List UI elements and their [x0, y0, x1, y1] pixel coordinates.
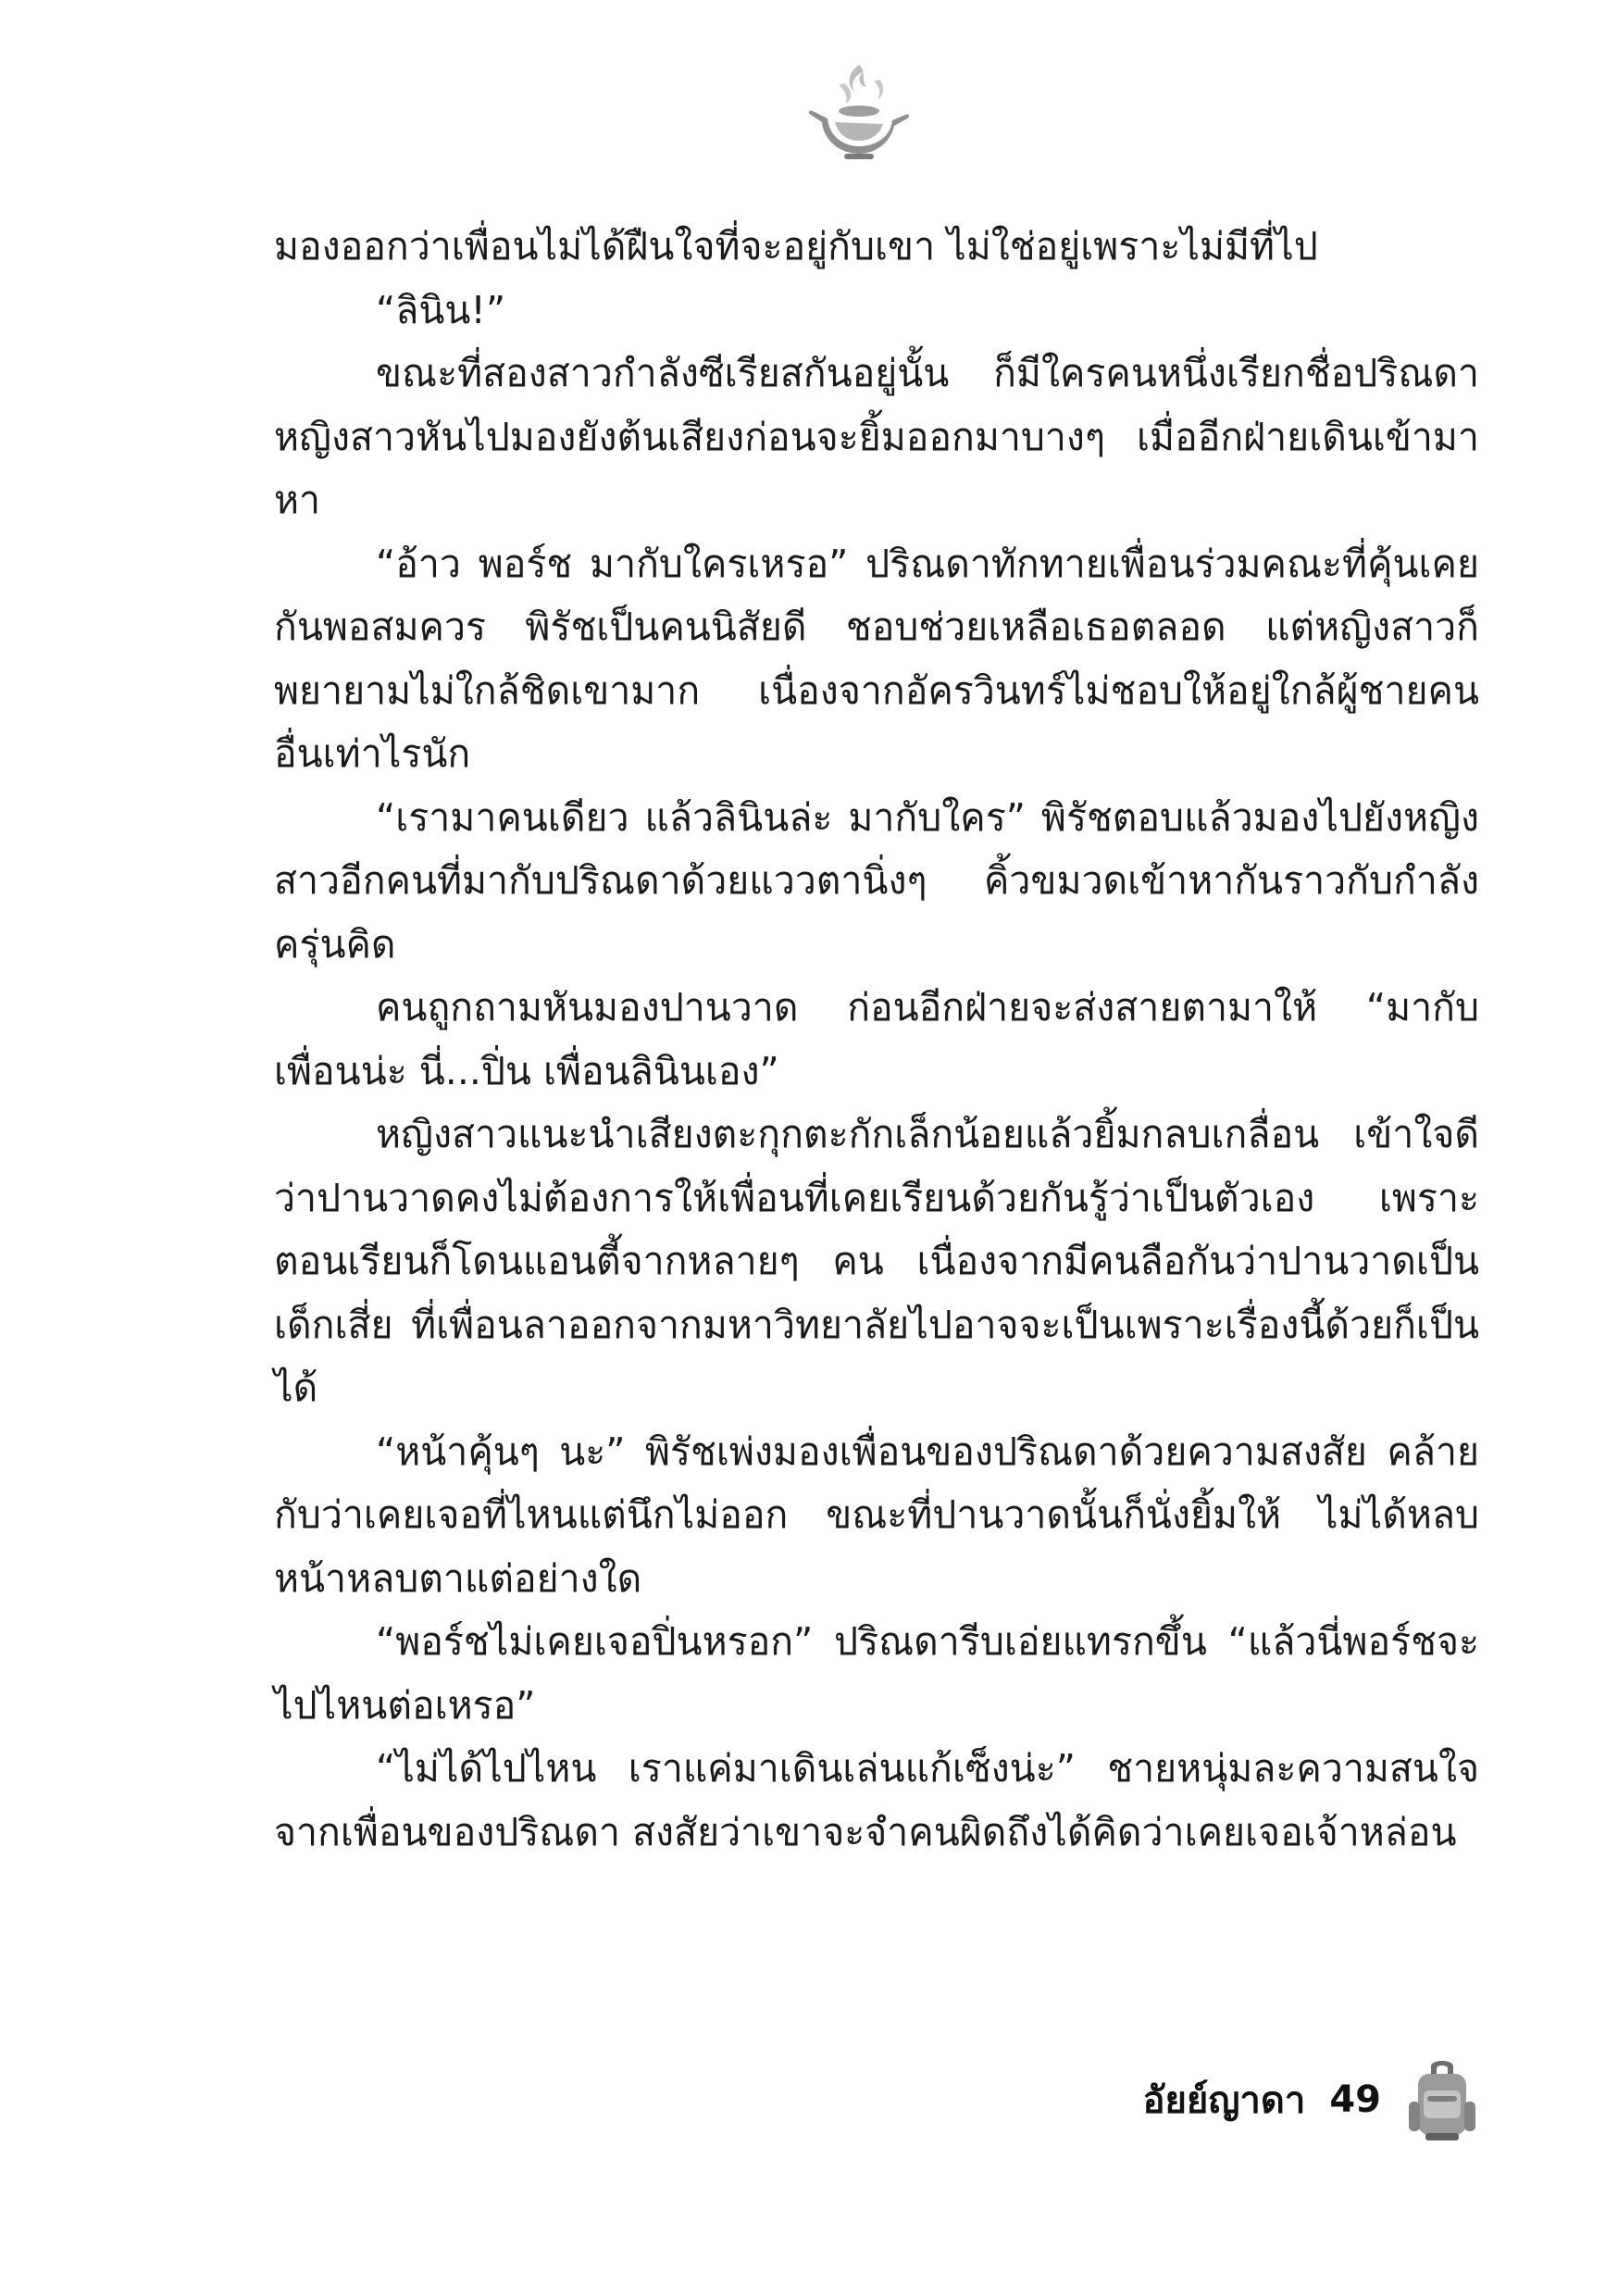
paragraph: หญิงสาวแนะนำเสียงตะกุกตะกักเล็กน้อยแล้วยิ้มกลบเกลื่อน เข้าใจดีว่าปานวาดคงไม่ต้องการให้เพื่อนที่เคยเรียนด้วยกันรู้ว่าเป็นตัวเอง เพราะตอนเรียนก็โดนแอนตี้จากหลายๆ คน เนื่องจากมีคนลือกันว่าปานวาดเป็นเด็กเสี่ย ที่เพื่อนลาออกจากมหาวิทยาลัยไปอาจจะเป็นเพราะเรื่องนี้ด้วยก็เป็นได้: [274, 1112, 1479, 1410]
paragraph: “อ้าว พอร์ช มากับใครเหรอ” ปริณดาทักทายเพื่อนร่วมคณะที่คุ้นเคยกันพอสมควร พิรัชเป็นคนนิสัยดี ชอบช่วยเหลือเธอตลอด แต่หญิงสาวก็พยายามไม่ใกล้ชิดเขามาก เนื่องจากอัครวินทร์ไม่ชอบให้อยู่ใกล้ผู้ชายคนอื่นเท่าไรนัก: [274, 541, 1479, 776]
author-name: อัยย์ญาดา: [1142, 2079, 1306, 2122]
paragraph: “พอร์ชไม่เคยเจอปิ่นหรอก” ปริณดารีบเอ่ยแทรกขึ้น “แล้วนี่พอร์ชจะไปไหนต่อเหรอ”: [274, 1619, 1479, 1728]
body-text: [274, 215, 1479, 1864]
paragraph: มองออกว่าเพื่อนไม่ได้ฝืนใจที่จะอยู่กับเขา ไม่ใช่อยู่เพราะไม่มีที่ไป: [274, 224, 1318, 268]
paragraph: คนถูกถามหันมองปานวาด ก่อนอีกฝ่ายจะส่งสายตามาให้ “มากับเพื่อนน่ะ นี่...ปิ่น เพื่อนลินินเอง”: [274, 985, 1479, 1093]
page-number: 49: [1329, 2078, 1381, 2121]
paragraph: “เรามาคนเดียว แล้วลินินล่ะ มากับใคร” พิรัชตอบแล้วมองไปยังหญิงสาวอีกคนที่มากับปริณดาด้วยแววตานิ่งๆ คิ้วขมวดเข้าหากันราวกับกำลังครุ่นคิด: [274, 794, 1479, 967]
paragraph: “ไม่ได้ไปไหน เราแค่มาเดินเล่นแก้เซ็งน่ะ” ชายหนุ่มละความสนใจจากเพื่อนของปริณดา สงสัยว่าเขาจะจำคนผิดถึงได้คิดว่าเคยเจอเจ้าหล่อน: [274, 1746, 1479, 1854]
paragraph: “ลินิน!”: [376, 287, 506, 332]
paragraph: “หน้าคุ้นๆ นะ” พิรัชเพ่งมองเพื่อนของปริณดาด้วยความสงสัย คล้ายกับว่าเคยเจอที่ไหนแต่นึกไม่ออก ขณะที่ปานวาดนั้นก็นั่งยิ้มให้ ไม่ได้หลบหน้าหลบตาแต่อย่างใด: [274, 1429, 1479, 1601]
backpack-icon: [1405, 2053, 1479, 2146]
genie-lamp-icon: [802, 57, 916, 167]
paragraph: ขณะที่สองสาวกำลังซีเรียสกันอยู่นั้น ก็มีใครคนหนึ่งเรียกชื่อปริณดา หญิงสาวหันไปมองยังต้นเสียงก่อนจะยิ้มออกมาบางๆ เมื่ออีกฝ่ายเดินเข้ามาหา: [274, 351, 1479, 522]
page-footer: [1142, 2053, 1479, 2146]
